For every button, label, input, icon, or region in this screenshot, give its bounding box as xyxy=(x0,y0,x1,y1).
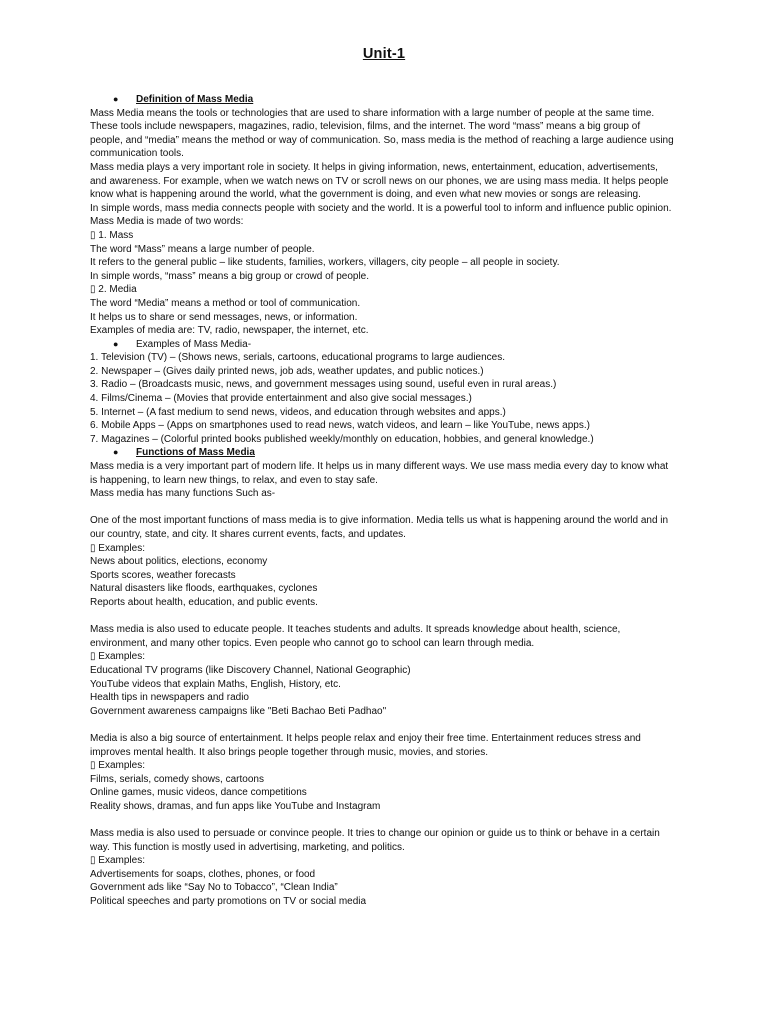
text-line: ▯ Examples: xyxy=(90,542,145,554)
text-line: Advertisements for soaps, clothes, phones, or food xyxy=(90,868,316,880)
bullet-icon: ● xyxy=(113,338,119,349)
text-line: Mass media is also used to educate people. It teaches students and adults. It spreads knowledge about health, science, xyxy=(90,624,621,636)
text-line: The word “Mass” means a large number of people. xyxy=(90,243,315,255)
heading-text: Examples of Mass Media- xyxy=(136,338,252,350)
blank-line xyxy=(90,610,690,624)
text-line: Films, serials, comedy shows, cartoons xyxy=(90,773,264,785)
text-line: know what is happening around the world, what the government is doing, and even what new movies or songs are releasing. xyxy=(90,189,641,201)
text-line: It helps us to share or send messages, news, or information. xyxy=(90,311,358,323)
blank-line xyxy=(90,813,690,827)
text-line: ▯ 2. Media xyxy=(90,284,137,296)
text-line: our country, state, and city. It shares current events, facts, and updates. xyxy=(90,529,406,540)
text-line: ▯ 1. Mass xyxy=(90,229,134,241)
text-line: Mass media is a very important part of modern life. It helps us in many different ways. We use mass media every day to know what xyxy=(90,461,669,473)
text-line: ▯ Examples: xyxy=(90,760,145,772)
text-line: Reports about health, education, and public events. xyxy=(90,596,318,608)
text-line: Natural disasters like floods, earthquakes, cyclones xyxy=(90,583,318,595)
text-line: Mass media has many functions Such as- xyxy=(90,488,276,500)
text-line: Examples of media are: TV, radio, newspaper, the internet, etc. xyxy=(90,325,369,337)
text-line: 1. Television (TV) – (Shows news, serials, cartoons, educational programs to large audiences. xyxy=(90,352,506,364)
section-heading xyxy=(90,93,690,107)
document-body xyxy=(90,93,690,909)
text-line: ▯ Examples: xyxy=(90,855,145,867)
text-line: Reality shows, dramas, and fun apps like YouTube and Instagram xyxy=(90,800,381,812)
text-line: 4. Films/Cinema – (Movies that provide entertainment and also give social messages.) xyxy=(90,393,472,405)
text-line: YouTube videos that explain Maths, English, History, etc. xyxy=(90,678,341,690)
text-line: In simple words, “mass” means a big group or crowd of people. xyxy=(90,270,370,282)
text-line: 5. Internet – (A fast medium to send news, videos, and education through websites and apps.) xyxy=(90,406,506,418)
text-line: improves mental health. It also brings people together through music, movies, and stories. xyxy=(90,746,488,758)
text-line: 2. Newspaper – (Gives daily printed news, job ads, weather updates, and public notices.) xyxy=(90,365,484,377)
text-line: Mass media is also used to persuade or convince people. It tries to change our opinion or guide us to think or behave in a certain xyxy=(90,828,660,840)
text-line: people, and “media” means the method or way of communication. So, mass media is the method of reaching a large audience using xyxy=(90,134,674,146)
text-line: News about politics, elections, economy xyxy=(90,556,268,568)
heading-text: Definition of Mass Media xyxy=(136,94,254,105)
text-line: Government awareness campaigns like "Beti Bachao Beti Padhao" xyxy=(90,705,387,717)
text-line: It refers to the general public – like students, families, workers, villagers, city people – all people in society. xyxy=(90,257,560,269)
text-line: Mass Media is made of two words: xyxy=(90,216,244,228)
text-line: 3. Radio – (Broadcasts music, news, and government messages using sound, useful even in rural areas.) xyxy=(90,379,557,391)
text-line: is happening, to learn new things, to relax, and even to stay safe. xyxy=(90,474,378,486)
text-line: environment, and many other topics. Even people who cannot go to school can learn through media. xyxy=(90,637,535,649)
text-line: Media is also a big source of entertainment. It helps people relax and enjoy their free time. Entertainment reduces stress and xyxy=(90,732,641,744)
page-title: Unit-1 xyxy=(362,46,406,62)
text-line: Educational TV programs (like Discovery Channel, National Geographic) xyxy=(90,664,411,676)
text-line: way. This function is mostly used in advertising, marketing, and politics. xyxy=(90,841,405,853)
text-line: Health tips in newspapers and radio xyxy=(90,692,249,704)
text-line: 7. Magazines – (Colorful printed books published weekly/monthly on education, hobbies, and general knowledge.) xyxy=(90,433,594,445)
section-heading xyxy=(90,446,690,460)
text-line: 6. Mobile Apps – (Apps on smartphones used to read news, watch videos, and learn – like YouTube, news apps.) xyxy=(90,420,590,432)
bullet-icon: ● xyxy=(113,447,119,458)
text-line: Government ads like “Say No to Tobacco”, “Clean India” xyxy=(90,882,338,894)
blank-line xyxy=(90,718,690,732)
text-line: communication tools. xyxy=(90,148,184,160)
text-line: In simple words, mass media connects people with society and the world. It is a powerful tool to inform and influence public opinion. xyxy=(90,202,672,214)
text-line: These tools include newspapers, magazines, radio, television, films, and the internet. The word “mass” means a big group of xyxy=(90,121,641,133)
text-line: The word “Media” means a method or tool of communication. xyxy=(90,297,361,309)
heading-text: Functions of Mass Media xyxy=(136,447,255,459)
blank-line xyxy=(90,501,690,515)
text-line: Online games, music videos, dance competitions xyxy=(90,787,307,799)
text-line: ▯ Examples: xyxy=(90,651,145,663)
text-line: Political speeches and party promotions on TV or social media xyxy=(90,896,367,908)
section-heading xyxy=(90,338,690,352)
text-line: Mass media plays a very important role in society. It helps in giving information, news, entertainment, education, advertisements, xyxy=(90,161,658,173)
bullet-icon: ● xyxy=(113,94,119,104)
text-line: Sports scores, weather forecasts xyxy=(90,569,236,581)
text-line: Mass Media means the tools or technologies that are used to share information with a large number of people at the same time. xyxy=(90,107,655,119)
text-line: and awareness. For example, when we watch news on TV or scroll news on our phones, we are using mass media. It helps people xyxy=(90,175,669,187)
text-line: One of the most important functions of mass media is to give information. Media tells us what is happening around the world and in xyxy=(90,515,669,527)
